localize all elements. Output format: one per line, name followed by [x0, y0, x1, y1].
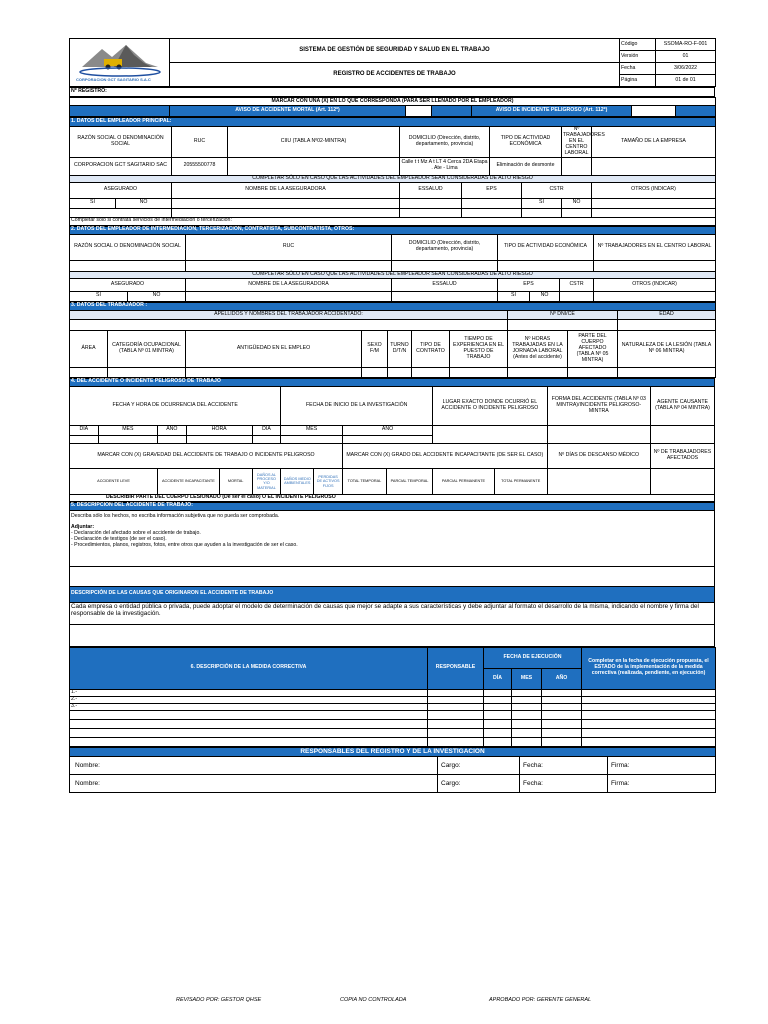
- days-label: Nº DÍAS DE DESCANSO MÉDICO: [547, 443, 650, 468]
- section-4-title: 4. DEL ACCIDENTE O INCIDENTE PELIGROSO DE TRABAJO: [70, 378, 715, 386]
- cstr-si[interactable]: SI: [522, 198, 562, 208]
- aviso-mortal-checkbox[interactable]: [406, 106, 432, 117]
- accident-register-form: [69, 38, 715, 793]
- footer-revisado: REVISADO POR: GESTOR QHSE: [176, 997, 262, 1003]
- asegurado-si[interactable]: SI: [70, 198, 116, 208]
- col-eps: EPS: [462, 182, 522, 198]
- firma-field-2[interactable]: Firma:: [608, 774, 716, 792]
- asegurado-no[interactable]: NO: [116, 198, 172, 208]
- col-aseguradora: NOMBRE DE LA ASEGURADORA: [172, 182, 400, 198]
- col-otros: OTROS (INDICAR): [592, 182, 716, 198]
- col-actividad: TIPO DE ACTIVIDAD ECONÓMICA: [490, 127, 562, 158]
- cell-actividad[interactable]: Eliminación de desmonte: [490, 157, 562, 175]
- meta-label-version: Versión: [620, 51, 656, 63]
- section-3-title: 3. DATOS DEL TRABAJADOR :: [70, 302, 716, 310]
- col-domicilio: DOMICILIO (Dirección, distrito, departamento, provincia): [400, 127, 490, 158]
- cstr-2-si[interactable]: SI: [498, 291, 530, 301]
- cell-ciiu[interactable]: [228, 157, 400, 175]
- asegurado-2-no[interactable]: NO: [128, 291, 186, 301]
- firma-field-1[interactable]: Firma:: [608, 756, 716, 774]
- meta-value-date: 3/06/2022: [656, 63, 716, 75]
- section-1: [69, 117, 716, 226]
- cell-essalud[interactable]: [400, 198, 462, 208]
- meta-value-code: SSOMA-RO-F-001: [656, 39, 716, 51]
- section-2-title: 2. DATOS DEL EMPLEADOR DE INTERMEDIACION, TERCERIZACION, CONTRATISTA, SUBCONTRATISTA, OTROS:: [70, 226, 716, 234]
- col-razon-social: RAZÓN SOCIAL O DENOMINACIÓN SOCIAL: [70, 127, 172, 158]
- responsables-title: RESPONSABLES DEL REGISTRO Y DE LA INVESTIGACION: [70, 747, 716, 756]
- col-razon-social-2: RAZÓN SOCIAL O DENOMINACIÓN SOCIAL: [70, 234, 186, 260]
- affected-workers-label: Nº DE TRABAJADORES AFECTADOS: [651, 443, 715, 468]
- meta-label-page: Página: [620, 75, 656, 87]
- col-essalud: ESSALUD: [400, 182, 462, 198]
- cell-aseguradora[interactable]: [172, 198, 400, 208]
- meta-value-page: 01 de 01: [656, 75, 716, 87]
- aviso-mortal-label: AVISO DE ACCIDENTE MORTAL (Art. 112º): [170, 106, 406, 117]
- footer-copia: COPIA NO CONTROLADA: [340, 997, 407, 1003]
- col-ruc: RUC: [172, 127, 228, 158]
- cell-tamano[interactable]: [592, 157, 716, 175]
- cell-domicilio[interactable]: Calle t t Mz A t LT 4 Cerca 2DA Etapa . Ate - Lima: [400, 157, 490, 175]
- col-asegurado: ASEGURADO: [70, 182, 172, 198]
- accident-description[interactable]: Describa sólo los hechos, no escriba información subjetiva que no pueda ser comprobada. Adjuntar: - Declaración del afectado sobre el accidente de trabajo. - Declaración de testigos (de ser el caso). - Procedimientos, planos, registros, fotos, entre otros que ayuden a la investigación de ser el caso.: [70, 510, 715, 566]
- section-4: 4. DEL ACCIDENTE O INCIDENTE PELIGROSO DE TRABAJO FECHA Y HORA DE OCURRENCIA DEL ACCIDENTE FECHA DE INICIO DE LA INVESTIGACIÓN LUGAR EXACTO DONDE OCURRIÓ EL ACCIDENTE O INCIDENTE PELIGROSO FORMA DEL ACCIDENTE (TABLA Nº 03 MINTRA)/INCIDENTE PELIGROSO-MINTRA AGENTE CAUSANTE (TABLA Nº 04 MINTRA) DÍA MES AÑO HORA DÍA MES AÑO MARCAR CON (X) GRAVEDAD DEL ACCIDENTE DE TRABAJO O INCIDENTE PELIGROSO MARCAR CON (X) GRADO DEL ACCIDENTE INCAPACITANTE (DE SER EL CASO) Nº DÍAS DE DESCANSO MÉDICO Nº DE TRABAJADORES AFECTADOS ACCIDENTE LEVE ACCIDENTE INCAPACITANTE MORTAL DAÑOS AL PROCESO Y/O MATERIAL DAÑOS MEDIO AMBIENTALES PERDIDAS DE ACTIVOS FIJOS TOTAL TEMPORAL PARCIAL TEMPORAL PARCIAL PERMANENTE TOTAL PERMANENTE DESCRIBIR PARTE DEL CUERPO LESIONADO (De ser el caso) O EL INCIDENTE PELIGROSO: [69, 378, 715, 502]
- cell-ruc[interactable]: 20555500778: [172, 157, 228, 175]
- cell-num-trabajadores[interactable]: [562, 157, 592, 175]
- cell-eps[interactable]: [462, 198, 522, 208]
- body-part-label: DESCRIBIR PARTE DEL CUERPO LESIONADO (De ser el caso) O EL INCIDENTE PELIGROSO: [70, 494, 715, 501]
- causes-input[interactable]: [70, 624, 715, 646]
- system-title: SISTEMA DE GESTIÓN DE SEGURIDAD Y SALUD EN EL TRABAJO: [170, 39, 620, 63]
- section-6: 6. DESCRIPCIÓN DE LA MEDIDA CORRECTIVA RESPONSABLE FECHA DE EJECUCIÓN Completar en la fecha de ejecución propuesta, el ESTADO de la implementación de la medida correctiva (realizada, pendiente, en ejecución) DÍA MES AÑO 1.- 2.- 3.-: [69, 647, 716, 747]
- aviso-incidente-checkbox[interactable]: [632, 106, 676, 117]
- mark-instruction: MARCAR CON UNA (X) EN LO QUE CORRESPONDA (PARA SER LLENADO POR EL EMPLEADOR): [70, 98, 716, 106]
- corrective-measure-header: 6. DESCRIPCIÓN DE LA MEDIDA CORRECTIVA: [70, 647, 428, 689]
- cstr-no[interactable]: NO: [562, 198, 592, 208]
- company-logo: [70, 39, 170, 87]
- aviso-incidente-label: AVISO DE INCIDENTE PELIGROSO (Art. 112º): [472, 106, 632, 117]
- mountain-logo-icon: [74, 41, 166, 81]
- cell-razon-social[interactable]: CORPORACION GCT SAGITARIO SAC: [70, 157, 172, 175]
- col-cstr: CSTR: [522, 182, 592, 198]
- execution-date-header: FECHA DE EJECUCIÓN: [484, 647, 582, 668]
- fecha-field-1[interactable]: Fecha:: [520, 756, 608, 774]
- risk-note-1: COMPLETAR SÓLO EN CASO QUE LAS ACTIVIDADES DEL EMPLEADOR SEAN CONSIDERADAS DE ALTO RIESGO: [70, 175, 716, 182]
- meta-label-code: Código: [620, 39, 656, 51]
- fecha-field-2[interactable]: Fecha:: [520, 774, 608, 792]
- cell-otros[interactable]: [592, 198, 716, 208]
- nombre-field-2[interactable]: Nombre:: [70, 774, 438, 792]
- section-2: 2. DATOS DEL EMPLEADOR DE INTERMEDIACION, TERCERIZACION, CONTRATISTA, SUBCONTRATISTA, OTROS: RAZÓN SOCIAL O DENOMINACIÓN SOCIAL RUC DOMICILIO (Dirección, distrito, departamento, provincia) TIPO DE ACTIVIDAD ECONÓMICA Nº TRABAJADORES EN EL CENTRO LABORAL COMPLETAR SÓLO EN CASO QUE LAS ACTIVIDADES DEL EMPLEADOR SEAN CONSIDERADAS DE ALTO RIESGO ASEGURADO NOMBRE DE LA ASEGURADORA ESSALUD EPS CSTR OTROS (INDICAR) SI NO SI NO: [69, 226, 716, 302]
- section-3: 3. DATOS DEL TRABAJADOR : APELLIDOS Y NOMBRES DEL TRABAJADOR ACCIDENTADO: Nº DNI/CE EDAD ÁREA CATEGORÍA OCUPACIONAL (TABLA Nº 01 MINTRA) ANTIGÜEDAD EN EL EMPLEO SEXO F/M TURNO D/T/N TIPO DE CONTRATO TIEMPO DE EXPERIENCIA EN EL PUESTO DE TRABAJO Nº HORAS TRABAJADAS EN LA JORNADA LABORAL (Antes del accidente) PARTE DEL CUERPO AFECTADO (TABLA Nº 05 MINTRA) NATURALEZA DE LA LESIÓN (TABLA Nº 06 MINTRA): [69, 302, 716, 378]
- col-ciiu: CIIU (TABLA Nº02-MINTRA): [228, 127, 400, 158]
- meta-label-date: Fecha: [620, 63, 656, 75]
- col-actividad-2: TIPO DE ACTIVIDAD ECONÓMICA: [498, 234, 594, 260]
- meta-value-version: 01: [656, 51, 716, 63]
- form-title: REGISTRO DE ACCIDENTES DE TRABAJO: [170, 63, 620, 87]
- cargo-field-2[interactable]: Cargo:: [438, 774, 520, 792]
- worker-name-cell[interactable]: [70, 319, 508, 330]
- status-note: Completar en la fecha de ejecución propuesta, el ESTADO de la implementación de la medida correctiva (realizada, pendiente, en ejecución): [582, 647, 716, 689]
- col-num-trabajadores-2: Nº TRABAJADORES EN EL CENTRO LABORAL: [594, 234, 716, 260]
- risk-note-2: COMPLETAR SÓLO EN CASO QUE LAS ACTIVIDADES DEL EMPLEADOR SEAN CONSIDERADAS DE ALTO RIESGO: [70, 271, 716, 278]
- gravity-label: MARCAR CON (X) GRAVEDAD DEL ACCIDENTE DE TRABAJO O INCIDENTE PELIGROSO: [70, 443, 343, 468]
- age-label: EDAD: [618, 310, 716, 319]
- section-5: [69, 502, 715, 647]
- dni-label: Nº DNI/CE: [508, 310, 618, 319]
- col-tamano: TAMAÑO DE LA EMPRESA: [592, 127, 716, 158]
- aviso-block: [69, 97, 716, 117]
- col-num-trabajadores: Nº TRABAJADORES EN EL CENTRO LABORAL: [563, 126, 605, 156]
- cstr-2-no[interactable]: NO: [530, 291, 560, 301]
- section-1-title: 1. DATOS DEL EMPLEADOR PRINCIPAL:: [70, 118, 716, 127]
- registro-label: Nº REGISTRO:: [70, 88, 715, 97]
- degree-label: MARCAR CON (X) GRADO DEL ACCIDENTE INCAPACITANTE (DE SER EL CASO): [342, 443, 547, 468]
- form-header: [69, 38, 716, 87]
- registro-row: [69, 87, 715, 97]
- col-domicilio-2: DOMICILIO (Dirección, distrito, departamento, provincia): [392, 234, 498, 260]
- col-ruc-2b: RUC: [186, 234, 392, 260]
- worker-name-label: APELLIDOS Y NOMBRES DEL TRABAJADOR ACCIDENTADO:: [70, 310, 508, 319]
- company-logo-text: CORPORACION GCT SAGITARIO S.A.C: [76, 77, 151, 83]
- responsable-header: RESPONSABLE: [428, 647, 484, 689]
- asegurado-2-si[interactable]: SI: [70, 291, 128, 301]
- responsables-block: [69, 747, 716, 793]
- causes-text: Cada empresa o entidad pública o privada, puede adoptar el modelo de determinación de causas que mejor se adapte a sus características y debe adjuntar al formato el desarrollo de la misma, indicando el nombre y firma del responsable de la investigación.: [70, 602, 715, 624]
- section-5-title: 5. DESCRIPCION DEL ACCIDENTE DE TRABAJO:: [70, 502, 715, 510]
- footer-aprobado: APROBADO POR: GERENTE GENERAL: [489, 997, 592, 1003]
- nombre-field-1[interactable]: Nombre:: [70, 756, 438, 774]
- intermediation-note: Completar sólo si contrata servicios de intermediación o tercerización:: [70, 217, 716, 225]
- causes-title: DESCRIPCIÓN DE LAS CAUSAS QUE ORIGINARON EL ACCIDENTE DE TRABAJO: [70, 586, 715, 602]
- cargo-field-1[interactable]: Cargo:: [438, 756, 520, 774]
